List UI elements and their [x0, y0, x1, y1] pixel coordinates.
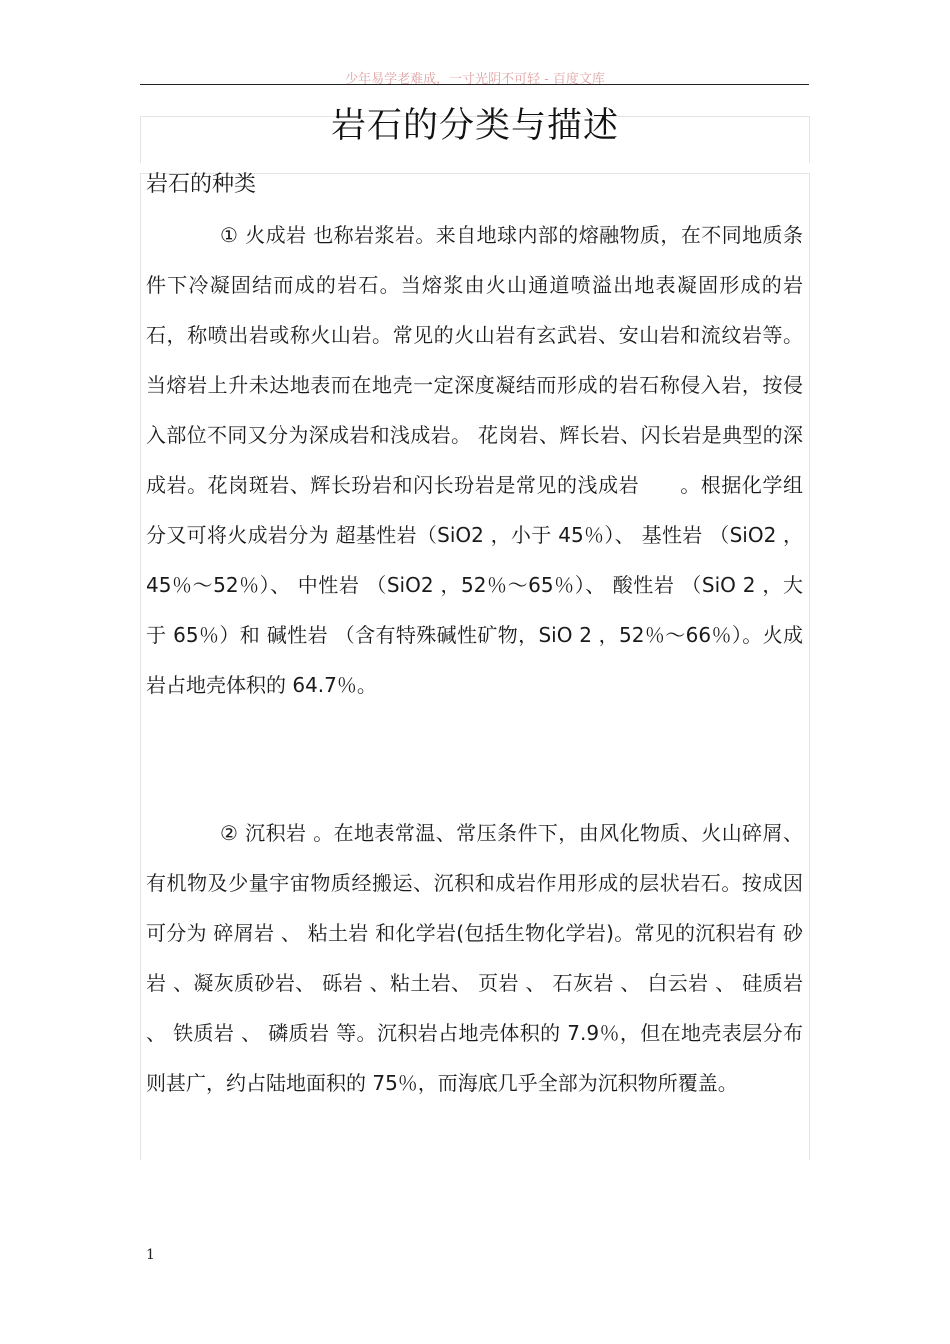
header-rule	[140, 84, 809, 85]
page-title: 岩石的分类与描述	[330, 106, 619, 146]
paragraph-igneous-rock: ① 火成岩 也称岩浆岩。来自地球内部的熔融物质，在不同地质条件下冷凝固结而成的岩石。当熔浆由火山通道喷溢出地表凝固形成的岩石，称喷出岩或称火山岩。常见的火山岩有玄武岩、安山岩和流纹岩等。当熔岩上升未达地表而在地壳一定深度凝结而形成的岩石称侵入岩，按侵入部位不同又分为深成岩和浅成岩。 花岗岩、辉长岩、闪长岩是典型的深成岩。花岗斑岩、辉长玢岩和闪长玢岩是常见的浅成岩 。根据化学组分又可将火成岩分为 超基性岩（SiO2 ，小于 45％）、 基性岩 （SiO2 ，45％～52％）、 中性岩 （SiO2 ，52％～65％）、 酸性岩 （SiO 2 ，大于 65％）和 碱性岩 （含有特殊碱性矿物，SiO 2 ，52％～66％）。火成岩占地壳体积的 64.7％。	[146, 223, 803, 697]
page-number: 1	[146, 1247, 155, 1263]
paragraph-sedimentary-rock: ② 沉积岩 。在地表常温、常压条件下，由风化物质、火山碎屑、有机物及少量宇宙物质经搬运、沉积和成岩作用形成的层状岩石。按成因可分为 碎屑岩 、 粘土岩 和化学岩(包括生物化学岩)。常见的沉积岩有 砂岩 、凝灰质砂岩、 砾岩 、粘土岩、 页岩 、 石灰岩 、 白云岩 、 硅质岩 、 铁质岩 、 磷质岩 等。沉积岩占地壳体积的 7.9％，但在地壳表层分布则甚广，约占陆地面积的 75％，而海底几乎全部为沉积物所覆盖。	[146, 821, 803, 1095]
header-motto: 少年易学老难成，一寸光阴不可轻 - 百度文库	[345, 72, 605, 87]
section-heading: 岩石的种类	[146, 172, 257, 197]
